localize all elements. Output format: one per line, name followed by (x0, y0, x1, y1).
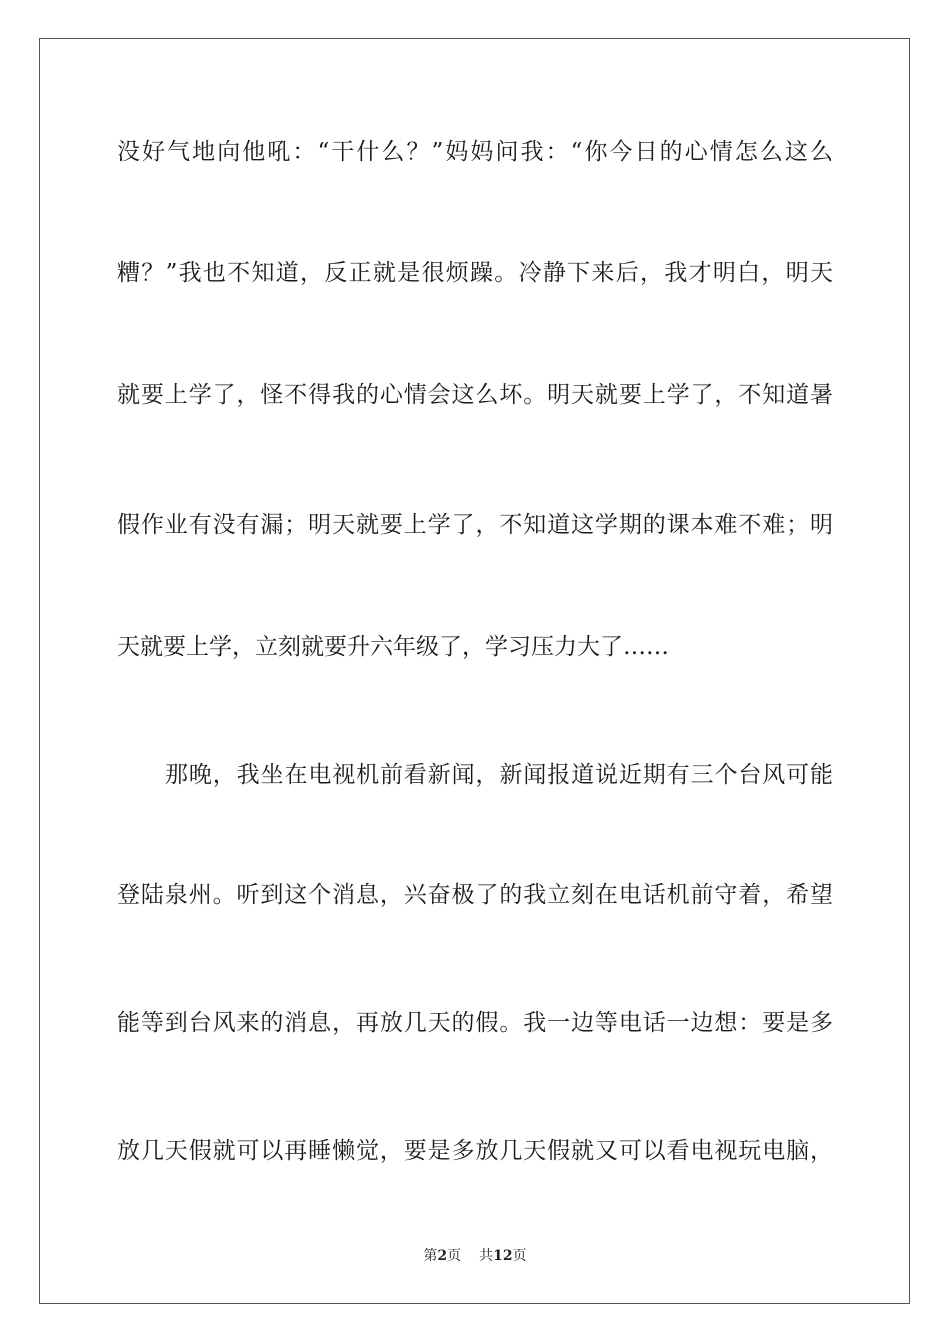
paragraph-line: 放几天假就可以再睡懒觉，要是多放几天假就又可以看电视玩电脑， (117, 1138, 833, 1164)
paragraph-line: 就要上学了，怪不得我的心情会这么坏。明天就要上学了，不知道暑 (117, 382, 833, 408)
total-label-prefix: 共 (479, 1248, 494, 1264)
paragraph-line: 假作业有没有漏；明天就要上学了，不知道这学期的课本难不难；明 (117, 512, 833, 538)
page-label-suffix: 页 (447, 1248, 462, 1264)
page-label-prefix: 第 (423, 1248, 438, 1264)
total-label-suffix: 页 (512, 1248, 527, 1264)
paragraph-line: 登陆泉州。听到这个消息，兴奋极了的我立刻在电话机前守着，希望 (117, 882, 833, 908)
paragraph-line: 糟？”我也不知道，反正就是很烦躁。冷静下来后，我才明白，明天 (117, 260, 833, 286)
page-border (39, 38, 910, 1304)
page-number: 2 (437, 1248, 448, 1264)
paragraph-line: 那晚，我坐在电视机前看新闻，新闻报道说近期有三个台风可能 (165, 762, 833, 788)
page-footer (0, 1247, 950, 1265)
paragraph-line: 没好气地向他吼：“干什么？”妈妈问我：“你今日的心情怎么这么 (117, 139, 833, 165)
paragraph-line: 天就要上学，立刻就要升六年级了，学习压力大了…… (117, 634, 669, 660)
paragraph-line: 能等到台风来的消息，再放几天的假。我一边等电话一边想：要是多 (117, 1010, 833, 1036)
total-pages: 12 (493, 1248, 513, 1264)
